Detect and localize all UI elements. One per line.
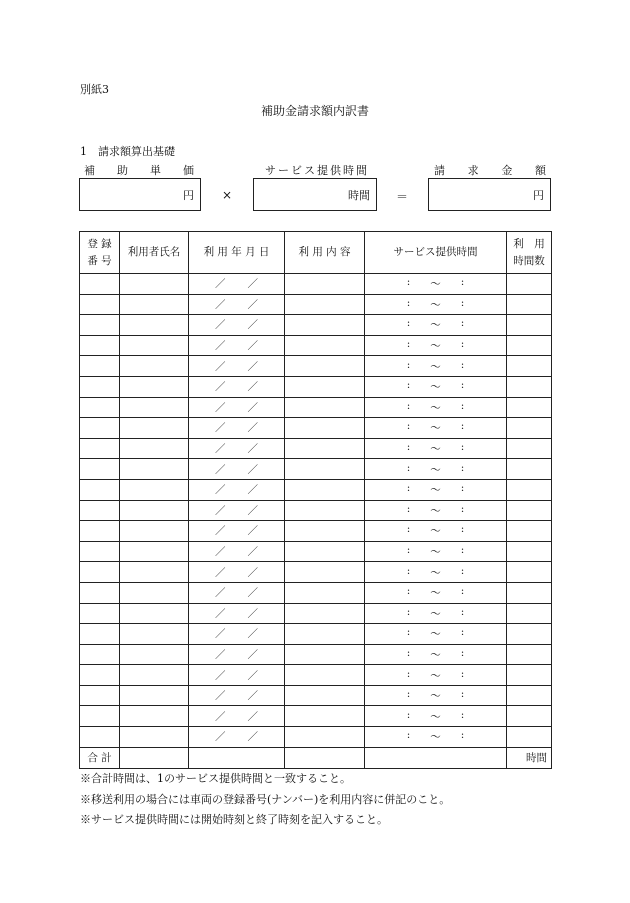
registration-number-cell[interactable] (80, 397, 120, 418)
use-content-cell[interactable] (285, 294, 365, 315)
unit-price-label: 補 助 単 価 (84, 164, 194, 177)
use-content-cell[interactable] (285, 521, 365, 542)
use-content-cell[interactable] (285, 665, 365, 686)
unit-price-field[interactable]: 円 (79, 178, 201, 211)
use-content-cell[interactable] (285, 500, 365, 521)
use-hours-cell[interactable] (507, 459, 552, 480)
use-date-cell[interactable]: ／ ／ (189, 541, 285, 562)
use-hours-cell[interactable] (507, 500, 552, 521)
use-hours-cell[interactable] (507, 685, 552, 706)
user-name-cell[interactable] (120, 603, 189, 624)
service-time-cell[interactable]: : ～ : (365, 418, 507, 439)
total-cell[interactable] (189, 747, 285, 768)
registration-number-cell[interactable] (80, 541, 120, 562)
user-name-cell[interactable] (120, 438, 189, 459)
claim-amount-label: 請 求 金 額 (434, 164, 546, 177)
service-time-cell[interactable]: : ～ : (365, 294, 507, 315)
user-name-cell[interactable] (120, 274, 189, 295)
table-row (80, 315, 552, 336)
use-content-cell[interactable] (285, 624, 365, 645)
note-item: ※サービス提供時間には開始時刻と終了時刻を記入すること。 (80, 813, 388, 826)
use-date-cell[interactable]: ／ ／ (189, 335, 285, 356)
service-time-field[interactable]: 時間 (253, 178, 377, 211)
service-time-cell[interactable]: : ～ : (365, 562, 507, 583)
user-name-cell[interactable] (120, 356, 189, 377)
use-hours-cell[interactable] (507, 315, 552, 336)
header-user-name: 利用者氏名 (120, 232, 189, 274)
header-use-date: 利 用 年 月 日 (189, 232, 285, 274)
registration-number-cell[interactable] (80, 706, 120, 727)
user-name-cell[interactable] (120, 315, 189, 336)
use-content-cell[interactable] (285, 582, 365, 603)
use-date-cell[interactable]: ／ ／ (189, 459, 285, 480)
user-name-cell[interactable] (120, 541, 189, 562)
user-name-cell[interactable] (120, 335, 189, 356)
use-hours-cell[interactable] (507, 418, 552, 439)
registration-number-cell[interactable] (80, 582, 120, 603)
service-time-cell[interactable]: : ～ : (365, 603, 507, 624)
registration-number-cell[interactable] (80, 500, 120, 521)
header-use-hours: 利 用 時間数 (507, 232, 552, 274)
user-name-cell[interactable] (120, 582, 189, 603)
use-hours-cell[interactable] (507, 644, 552, 665)
user-name-cell[interactable] (120, 624, 189, 645)
use-content-cell[interactable] (285, 562, 365, 583)
use-content-cell[interactable] (285, 356, 365, 377)
use-hours-cell[interactable] (507, 294, 552, 315)
table-row (80, 459, 552, 480)
use-hours-cell[interactable] (507, 624, 552, 645)
table-row (80, 335, 552, 356)
registration-number-cell[interactable] (80, 356, 120, 377)
registration-number-cell[interactable] (80, 315, 120, 336)
registration-number-cell[interactable] (80, 665, 120, 686)
table-row (80, 727, 552, 748)
table-row (80, 356, 552, 377)
user-name-cell[interactable] (120, 294, 189, 315)
use-date-cell[interactable]: ／ ／ (189, 603, 285, 624)
table-row (80, 500, 552, 521)
table-row (80, 685, 552, 706)
registration-number-cell[interactable] (80, 479, 120, 500)
table-row (80, 706, 552, 727)
document-reference: 別紙3 (80, 83, 109, 96)
service-time-cell[interactable]: : ～ : (365, 706, 507, 727)
use-content-cell[interactable] (285, 727, 365, 748)
registration-number-cell[interactable] (80, 335, 120, 356)
use-date-cell[interactable]: ／ ／ (189, 562, 285, 583)
use-content-cell[interactable] (285, 541, 365, 562)
service-time-cell[interactable]: : ～ : (365, 727, 507, 748)
table-row (80, 274, 552, 295)
header-registration-number: 登 録 番 号 (80, 232, 120, 274)
use-date-cell[interactable]: ／ ／ (189, 727, 285, 748)
table-header-row (80, 232, 552, 274)
use-hours-cell[interactable] (507, 274, 552, 295)
notes (80, 769, 450, 831)
use-content-cell[interactable] (285, 685, 365, 706)
use-date-cell[interactable]: ／ ／ (189, 706, 285, 727)
user-name-cell[interactable] (120, 706, 189, 727)
use-hours-cell[interactable] (507, 521, 552, 542)
use-content-cell[interactable] (285, 335, 365, 356)
use-content-cell[interactable] (285, 438, 365, 459)
service-time-cell[interactable]: : ～ : (365, 335, 507, 356)
use-hours-cell[interactable] (507, 479, 552, 500)
total-label: 合 計 (80, 747, 120, 768)
detail-table (79, 231, 552, 769)
table-row (80, 665, 552, 686)
use-content-cell[interactable] (285, 459, 365, 480)
use-content-cell[interactable] (285, 274, 365, 295)
table-row (80, 376, 552, 397)
user-name-cell[interactable] (120, 418, 189, 439)
service-time-cell[interactable]: : ～ : (365, 459, 507, 480)
use-content-cell[interactable] (285, 397, 365, 418)
user-name-cell[interactable] (120, 644, 189, 665)
use-date-cell[interactable]: ／ ／ (189, 376, 285, 397)
table-row (80, 418, 552, 439)
service-time-cell[interactable]: : ～ : (365, 397, 507, 418)
user-name-cell[interactable] (120, 665, 189, 686)
use-date-cell[interactable]: ／ ／ (189, 582, 285, 603)
use-hours-cell[interactable] (507, 335, 552, 356)
service-time-cell[interactable]: : ～ : (365, 521, 507, 542)
registration-number-cell[interactable] (80, 644, 120, 665)
service-time-cell[interactable]: : ～ : (365, 438, 507, 459)
registration-number-cell[interactable] (80, 603, 120, 624)
use-hours-cell[interactable] (507, 541, 552, 562)
service-time-cell[interactable]: : ～ : (365, 376, 507, 397)
registration-number-cell[interactable] (80, 459, 120, 480)
times-sign: × (221, 188, 233, 202)
table-row (80, 294, 552, 315)
use-hours-cell[interactable] (507, 582, 552, 603)
use-content-cell[interactable] (285, 418, 365, 439)
service-time-cell[interactable]: : ～ : (365, 541, 507, 562)
user-name-cell[interactable] (120, 500, 189, 521)
table-row (80, 603, 552, 624)
total-row (80, 747, 552, 768)
use-hours-cell[interactable] (507, 665, 552, 686)
registration-number-cell[interactable] (80, 438, 120, 459)
use-hours-cell[interactable] (507, 603, 552, 624)
table-row (80, 479, 552, 500)
service-time-cell[interactable]: : ～ : (365, 582, 507, 603)
use-content-cell[interactable] (285, 644, 365, 665)
use-date-cell[interactable]: ／ ／ (189, 479, 285, 500)
registration-number-cell[interactable] (80, 727, 120, 748)
registration-number-cell[interactable] (80, 685, 120, 706)
table-row (80, 541, 552, 562)
registration-number-cell[interactable] (80, 418, 120, 439)
total-cell[interactable] (120, 747, 189, 768)
use-date-cell[interactable]: ／ ／ (189, 644, 285, 665)
registration-number-cell[interactable] (80, 274, 120, 295)
table-row (80, 438, 552, 459)
service-time-cell[interactable]: : ～ : (365, 644, 507, 665)
note-item: ※移送利用の場合には車両の登録番号(ナンバー)を利用内容に併記のこと。 (80, 792, 451, 806)
use-content-cell[interactable] (285, 315, 365, 336)
service-time-cell[interactable]: : ～ : (365, 500, 507, 521)
use-content-cell[interactable] (285, 479, 365, 500)
use-date-cell[interactable]: ／ ／ (189, 500, 285, 521)
use-date-cell[interactable]: ／ ／ (189, 274, 285, 295)
use-date-cell[interactable]: ／ ／ (189, 624, 285, 645)
registration-number-cell[interactable] (80, 562, 120, 583)
service-time-label: サービス提供時間 (265, 164, 369, 177)
user-name-cell[interactable] (120, 562, 189, 583)
use-content-cell[interactable] (285, 706, 365, 727)
user-name-cell[interactable] (120, 376, 189, 397)
user-name-cell[interactable] (120, 397, 189, 418)
use-date-cell[interactable]: ／ ／ (189, 521, 285, 542)
use-content-cell[interactable] (285, 376, 365, 397)
service-time-cell[interactable]: : ～ : (365, 624, 507, 645)
use-date-cell[interactable]: ／ ／ (189, 397, 285, 418)
use-date-cell[interactable]: ／ ／ (189, 665, 285, 686)
service-time-cell[interactable]: : ～ : (365, 315, 507, 336)
registration-number-cell[interactable] (80, 521, 120, 542)
header-service-time: サービス提供時間 (365, 232, 507, 274)
table-row (80, 644, 552, 665)
use-date-cell[interactable]: ／ ／ (189, 315, 285, 336)
header-use-content: 利 用 内 容 (285, 232, 365, 274)
user-name-cell[interactable] (120, 521, 189, 542)
registration-number-cell[interactable] (80, 376, 120, 397)
use-hours-cell[interactable] (507, 376, 552, 397)
service-time-cell[interactable]: : ～ : (365, 479, 507, 500)
service-time-cell[interactable]: : ～ : (365, 274, 507, 295)
use-hours-cell[interactable] (507, 706, 552, 727)
table-row (80, 397, 552, 418)
total-hours[interactable]: 時間 (507, 747, 552, 768)
registration-number-cell[interactable] (80, 624, 120, 645)
service-time-cell[interactable]: : ～ : (365, 356, 507, 377)
use-hours-cell[interactable] (507, 397, 552, 418)
use-hours-cell[interactable] (507, 356, 552, 377)
use-date-cell[interactable]: ／ ／ (189, 356, 285, 377)
use-date-cell[interactable]: ／ ／ (189, 438, 285, 459)
note-item: ※合計時間は、1のサービス提供時間と一致すること。 (80, 772, 351, 785)
total-cell[interactable] (365, 747, 507, 768)
registration-number-cell[interactable] (80, 294, 120, 315)
table-row (80, 582, 552, 603)
equals-sign: ＝ (395, 190, 408, 204)
service-time-cell[interactable]: : ～ : (365, 665, 507, 686)
user-name-cell[interactable] (120, 479, 189, 500)
user-name-cell[interactable] (120, 685, 189, 706)
use-date-cell[interactable]: ／ ／ (189, 418, 285, 439)
use-hours-cell[interactable] (507, 727, 552, 748)
document-title: 補助金請求額内訳書 (260, 104, 369, 118)
table-row (80, 562, 552, 583)
total-cell[interactable] (285, 747, 365, 768)
section-heading: 1 請求額算出基礎 (80, 145, 175, 158)
use-hours-cell[interactable] (507, 562, 552, 583)
user-name-cell[interactable] (120, 459, 189, 480)
service-time-cell[interactable]: : ～ : (365, 685, 507, 706)
user-name-cell[interactable] (120, 727, 189, 748)
use-content-cell[interactable] (285, 603, 365, 624)
use-hours-cell[interactable] (507, 438, 552, 459)
table-row (80, 521, 552, 542)
claim-amount-field[interactable]: 円 (428, 178, 551, 211)
table-row (80, 624, 552, 645)
use-date-cell[interactable]: ／ ／ (189, 294, 285, 315)
use-date-cell[interactable]: ／ ／ (189, 685, 285, 706)
